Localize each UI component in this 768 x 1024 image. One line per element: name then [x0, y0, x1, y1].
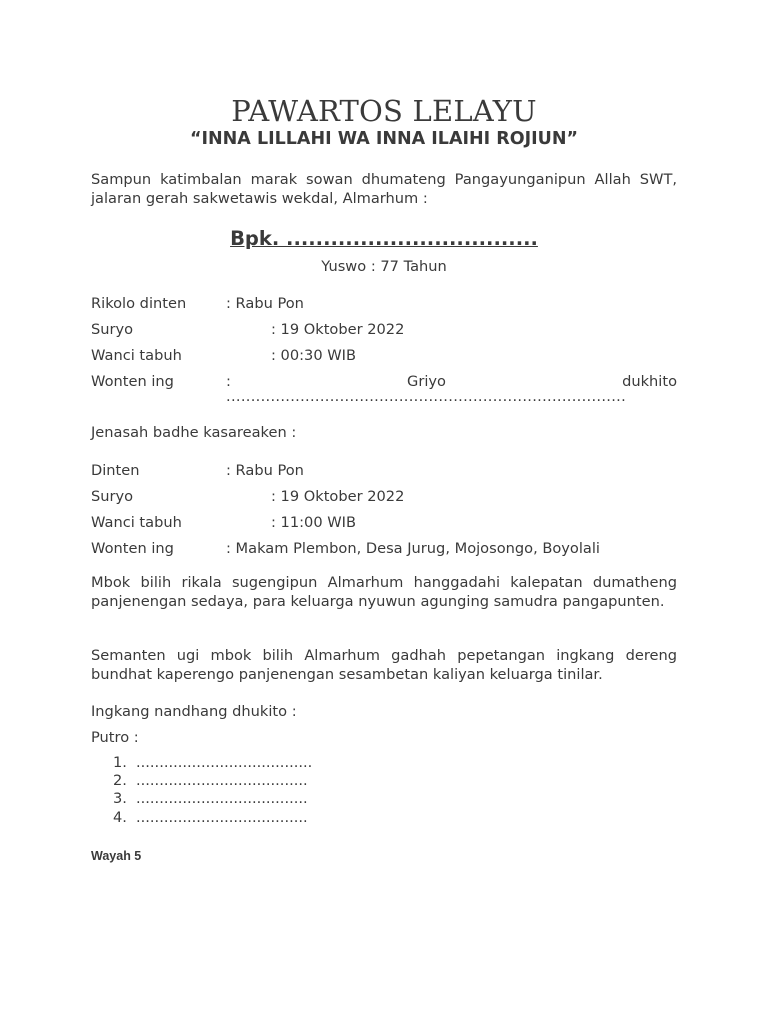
list-item-number: 2. — [113, 772, 127, 790]
burial-date-value: : 19 Oktober 2022 — [271, 488, 405, 505]
children-label: Putro : — [91, 729, 139, 746]
deceased-name: Bpk. .................................. — [230, 227, 538, 250]
death-place-colon: : — [226, 373, 231, 390]
burial-place-label: Wonten ing — [91, 540, 174, 557]
death-day-label: Rikolo dinten — [91, 295, 187, 312]
mourners-heading: Ingkang nandhang dhukito : — [91, 703, 297, 720]
death-place-word-dukhito: dukhito — [622, 373, 677, 390]
list-item-name: ...................................... — [136, 754, 313, 771]
death-place-word-griyo: Griyo — [407, 373, 446, 390]
burial-time-value: : 11:00 WIB — [271, 514, 356, 531]
list-item-name: ..................................... — [136, 772, 308, 790]
list-item-number: 4. — [113, 808, 127, 826]
list-item-name: ..................................... — [136, 790, 308, 808]
grandchildren-label: Wayah 5 — [91, 849, 142, 863]
document-title: PAWARTOS LELAYU — [231, 94, 537, 128]
death-date-label: Suryo — [91, 321, 134, 338]
burial-time-label: Wanci tabuh — [91, 514, 182, 531]
deceased-age: Yuswo : 77 Tahun — [321, 258, 447, 275]
burial-day-label: Dinten — [91, 462, 140, 479]
burial-heading: Jenasah badhe kasareaken : — [91, 424, 297, 441]
burial-place-value: : Makam Plembon, Desa Jurug, Mojosongo, Boyolali — [226, 540, 600, 557]
death-place-dots: ................................................................................. — [226, 388, 627, 405]
list-item — [91, 772, 312, 790]
list-item-number: 1. — [113, 754, 127, 771]
list-item-name: ..................................... — [136, 808, 308, 826]
list-item — [91, 754, 312, 772]
burial-date-label: Suryo — [91, 488, 134, 505]
list-item — [91, 809, 312, 827]
apology-paragraph: Mbok bilih rikala sugengipun Almarhum hanggadahi kalepatan dumatheng panjenengan sedaya, para keluarga nyuwun agunging samudra pangapunten. — [91, 574, 677, 610]
burial-day-value: : Rabu Pon — [226, 462, 304, 479]
death-time-label: Wanci tabuh — [91, 347, 182, 364]
list-item-number: 3. — [113, 790, 127, 808]
death-date-value: : 19 Oktober 2022 — [271, 321, 405, 338]
intro-paragraph: Sampun katimbalan marak sowan dhumateng Pangayunganipun Allah SWT, jalaran gerah sakwetawis wekdal, Almarhum : — [91, 171, 677, 207]
death-place-label: Wonten ing — [91, 373, 174, 390]
children-list — [91, 754, 312, 827]
death-time-value: : 00:30 WIB — [271, 347, 356, 364]
debt-paragraph: Semanten ugi mbok bilih Almarhum gadhah pepetangan ingkang dereng bundhat kaperengo panjenengan sesambetan kaliyan keluarga tinilar. — [91, 647, 677, 683]
document-subtitle: “INNA LILLAHI WA INNA ILAIHI ROJIUN” — [190, 129, 578, 149]
death-day-value: : Rabu Pon — [226, 295, 304, 312]
list-item — [91, 790, 312, 808]
